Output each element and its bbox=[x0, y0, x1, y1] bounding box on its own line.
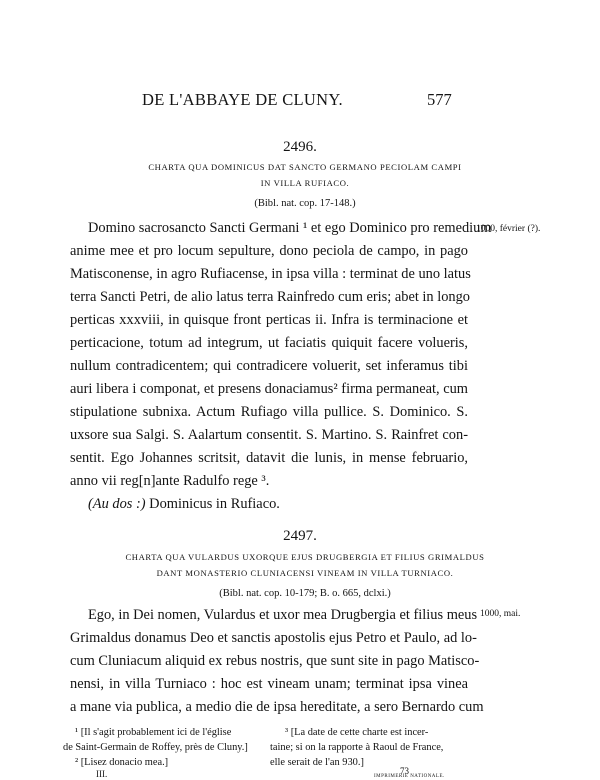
footnote-2: ² [Lisez donacio mea.] bbox=[75, 757, 169, 768]
dorsal-label: (Au dos :) bbox=[88, 496, 146, 512]
charter-2496-line: anno vii reg[n]ante Radulfo rege ³. bbox=[70, 473, 270, 489]
charter-2497-date-note: 1000, mai. bbox=[480, 609, 521, 619]
charter-2496-line: uxsore sua Salgi. S. Aalartum consentit. S. Martino. S. Rainfret con- bbox=[70, 427, 468, 443]
signature-mark-right: 73 bbox=[400, 766, 409, 776]
charter-2496-line: Domino sacrosancto Sancti Germani ¹ et ego Dominico pro remedium bbox=[88, 220, 492, 236]
charter-2496-line: perticacione, totum ad integrum, ut faciatis quiquit facere volueris, bbox=[70, 335, 468, 351]
charter-2497-title-line: DANT MONASTERIO CLUNIACENSI VINEAM IN VILLA TURNIACO. bbox=[156, 568, 454, 578]
charter-2496-line: Matisconense, in agro Rufiacense, in ipsa villa : terminat de uno latus bbox=[70, 266, 471, 282]
charter-2497-line: Ego, in Dei nomen, Vulardus et uxor mea Drugbergia et filius meus bbox=[88, 607, 478, 623]
charter-2496-line: auri libera i componat, et presens donaciamus² firma permaneat, cum bbox=[70, 381, 468, 397]
charter-number-2497: 2497. bbox=[283, 528, 317, 544]
dorsal-text: Dominicus in Rufiaco. bbox=[149, 496, 280, 512]
footnote-3-line: elle serait de l'an 930.] bbox=[270, 757, 364, 768]
footnote-1-line: ¹ [Il s'agit probablement ici de l'église bbox=[75, 727, 232, 738]
printer-mark: IMPRIMERIE NATIONALE. bbox=[374, 774, 445, 779]
page-number: 577 bbox=[427, 90, 452, 109]
charter-2496-source: (Bibl. nat. cop. 17-148.) bbox=[254, 198, 356, 209]
charter-2496-date-note: 1000, février (?). bbox=[476, 224, 541, 234]
charter-2496-line: perticas xxxviii, in quisque front perticas ii. Infra is terminacione et bbox=[70, 312, 468, 328]
footnote-3-line: ³ [La date de cette charte est incer- bbox=[285, 727, 429, 738]
charter-2496-title-line: CHARTA QUA DOMINICUS DAT SANCTO GERMANO PECIOLAM CAMPI bbox=[148, 162, 462, 172]
footnote-3-line: taine; si on la rapporte à Raoul de France, bbox=[270, 742, 444, 753]
footnote-1-line: de Saint-Germain de Roffey, près de Cluny.] bbox=[63, 742, 248, 753]
charter-2497-title-line: CHARTA QUA VULARDUS UXORQUE EJUS DRUGBERGIA ET FILIUS GRIMALDUS bbox=[125, 552, 485, 562]
charter-2496-line: stipulatione subnixa. Actum Rufiago villa pullice. S. Dominico. S. bbox=[70, 404, 468, 420]
charter-2496-line: anime mee et pro locum sepulture, dono peciola de campo, in pago bbox=[70, 243, 468, 259]
charter-2496-line: nullum contradicentem; qui contradicere voluerit, set inferamus tibi bbox=[70, 358, 468, 374]
charter-2496-title-line: IN VILLA RUFIACO. bbox=[260, 178, 350, 188]
signature-mark-left: III. bbox=[96, 769, 108, 779]
charter-2496-line: terra Sancti Petri, de alio latus terra Rainfredo cum eris; abet in longo bbox=[70, 289, 471, 305]
charter-2496-dorsal-note bbox=[88, 496, 280, 513]
charter-2497-line: Grimaldus donamus Deo et sanctis apostolis ejus Petro et Paulo, ad lo- bbox=[70, 630, 477, 646]
charter-2497-line: a mane via publica, a medio die de ipsa hereditate, a sero Bernardo cum bbox=[70, 699, 484, 715]
charter-2497-line: nensi, in villa Turniaco : hoc est vineam unam; terminat ipsa vinea bbox=[70, 676, 468, 692]
charter-number-2496: 2496. bbox=[283, 139, 317, 155]
running-header-title: DE L'ABBAYE DE CLUNY. bbox=[142, 90, 343, 109]
charter-2497-line: cum Cluniacum aliquid ex rebus nostris, que sunt site in pago Matisco- bbox=[70, 653, 480, 669]
charter-2497-source: (Bibl. nat. cop. 10-179; B. o. 665, dclxi.) bbox=[219, 588, 391, 599]
charter-2496-line: sentit. Ego Johannes scritsit, datavit die lunis, in mense februario, bbox=[70, 450, 468, 466]
